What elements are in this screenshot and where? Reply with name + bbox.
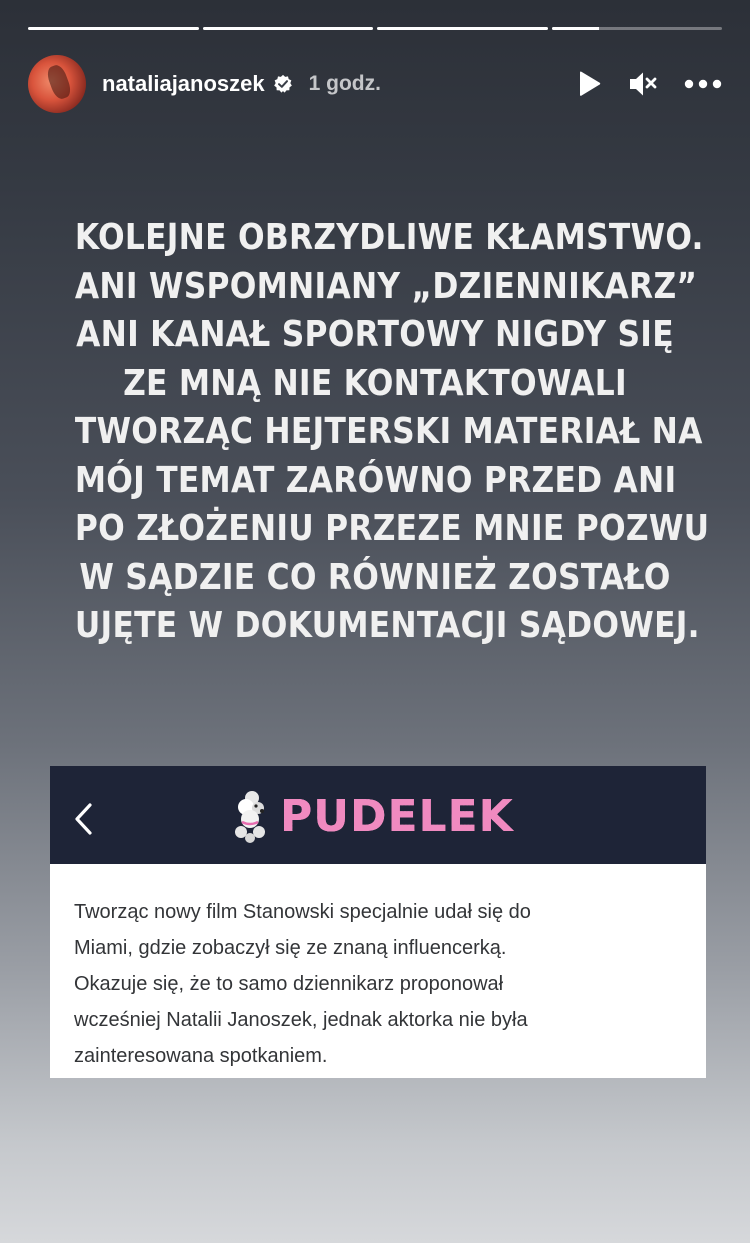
progress-fill — [377, 27, 548, 30]
story-text-line: KOLEJNE OBRZYDLIWE KŁAMSTWO. — [74, 217, 704, 258]
progress-segment — [28, 27, 199, 30]
mute-button[interactable] — [628, 70, 658, 98]
news-screenshot-card — [50, 766, 706, 1078]
back-button — [72, 802, 94, 840]
mute-icon — [628, 70, 658, 98]
story-text-line: TWORZĄC HEJTERSKI MATERIAŁ NA — [74, 411, 703, 452]
story-text-line: MÓJ TEMAT ZARÓWNO PRZED ANI — [74, 459, 677, 501]
post-time: 1 godz. — [308, 72, 381, 95]
pudelek-logo-text: PUDELEK — [280, 790, 514, 842]
news-text-line: Tworząc nowy film Stanowski specjalnie udał się do — [74, 901, 531, 923]
username[interactable]: nataliajanoszek — [102, 71, 265, 96]
progress-fill — [552, 27, 600, 30]
play-button[interactable] — [576, 70, 602, 98]
story-text-line: ANI WSPOMNIANY „DZIENNIKARZ” — [74, 265, 698, 307]
news-text-line: zainteresowana spotkaniem. — [74, 1045, 328, 1067]
chevron-left-icon — [72, 802, 94, 836]
play-icon — [576, 70, 602, 98]
progress-fill — [28, 27, 199, 30]
story-progress-bar — [28, 27, 722, 30]
progress-segment — [377, 27, 548, 30]
news-card-body — [50, 864, 706, 1074]
progress-fill — [203, 27, 374, 30]
news-card-header — [50, 766, 706, 864]
news-text-line: Okazuje się, że to samo dziennikarz proponował — [74, 973, 504, 995]
story-text-line: ANI KANAŁ SPORTOWY NIGDY SIĘ — [76, 314, 674, 355]
story-controls — [576, 70, 722, 98]
story-text-line: UJĘTE W DOKUMENTACJI SĄDOWEJ. — [74, 605, 700, 646]
story-header — [28, 54, 722, 114]
pudelek-logo — [232, 788, 514, 844]
more-icon — [684, 79, 722, 89]
more-options-button[interactable] — [684, 79, 722, 89]
news-text-line: wcześniej Natalii Janoszek, jednak aktorka nie była — [74, 1009, 528, 1031]
story-text — [74, 214, 710, 651]
story-text-line: ZE MNĄ NIE KONTAKTOWALI — [123, 362, 627, 404]
verified-icon — [273, 74, 293, 94]
progress-segment — [552, 27, 723, 30]
poodle-icon — [232, 788, 276, 844]
avatar[interactable] — [28, 55, 86, 113]
story-text-line: W SĄDZIE CO RÓWNIEŻ ZOSTAŁO — [79, 556, 671, 598]
news-text-line: Miami, gdzie zobaczył się ze znaną influencerką. — [74, 937, 507, 959]
story-text-line: PO ZŁOŻENIU PRZEZE MNIE POZWU — [74, 508, 710, 549]
progress-segment — [203, 27, 374, 30]
